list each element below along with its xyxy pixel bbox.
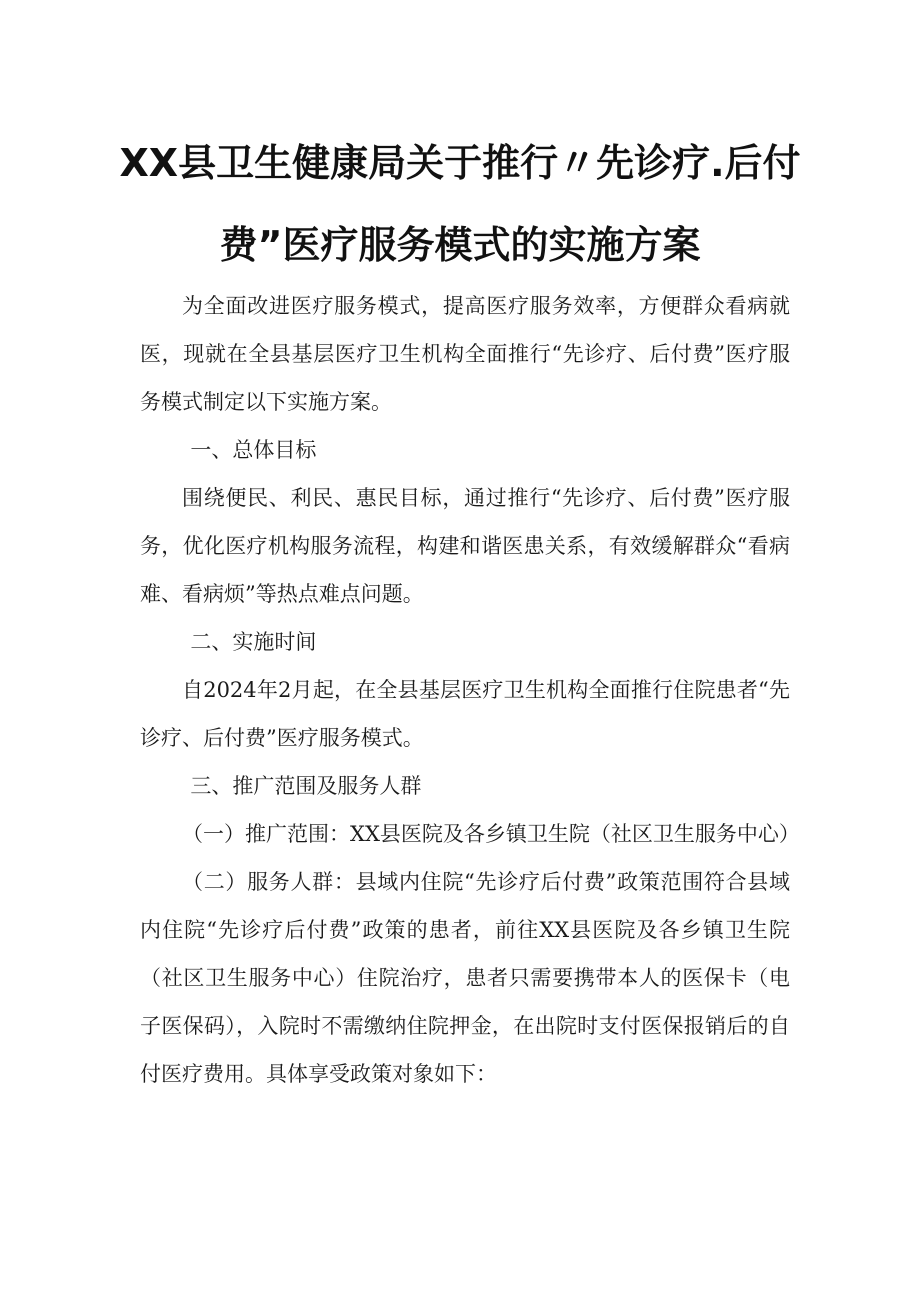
section-heading-implementation-time: 二、实施时间 (190, 630, 317, 654)
section-heading-overall-goal: 一、总体目标 (190, 438, 317, 462)
service-population-paragraph: （二）服务人群：县域内住院“先诊疗后付费”政策范围符合县域内住院“先诊疗后付费”政策的患者，前往XX县医院及各乡镇卫生院（社区卫生服务中心）住院治疗，患者只需要携带本人的医保卡（电子医保码），入院时不需缴纳住院押金，在出院时支付医保报销后的自付医疗费用。具体享受政策对象如下： (140, 870, 790, 1086)
scope-paragraph: （一）推广范围：XX县医院及各乡镇卫生院（社区卫生服务中心） (182, 822, 800, 846)
overall-goal-paragraph: 围绕便民、利民、惠民目标，通过推行“先诊疗、后付费”医疗服务，优化医疗机构服务流程，构建和谐医患关系，有效缓解群众“看病难、看病烦”等热点难点问题。 (140, 486, 790, 606)
intro-paragraph: 为全面改进医疗服务模式，提高医疗服务效率，方便群众看病就医，现就在全县基层医疗卫生机构全面推行“先诊疗、后付费”医疗服务模式制定以下实施方案。 (140, 294, 790, 414)
section-heading-scope: 三、推广范围及服务人群 (190, 774, 422, 798)
document-title-line-1: XX县卫生健康局关于推行〃先诊疗.后付 (119, 141, 801, 185)
document-title-line-2: 费”医疗服务模式的实施方案 (219, 223, 701, 267)
document-body (140, 282, 800, 1098)
implementation-time-paragraph: 自2024年2月起，在全县基层医疗卫生机构全面推行住院患者“先诊疗、后付费”医疗服务模式。 (140, 678, 790, 750)
